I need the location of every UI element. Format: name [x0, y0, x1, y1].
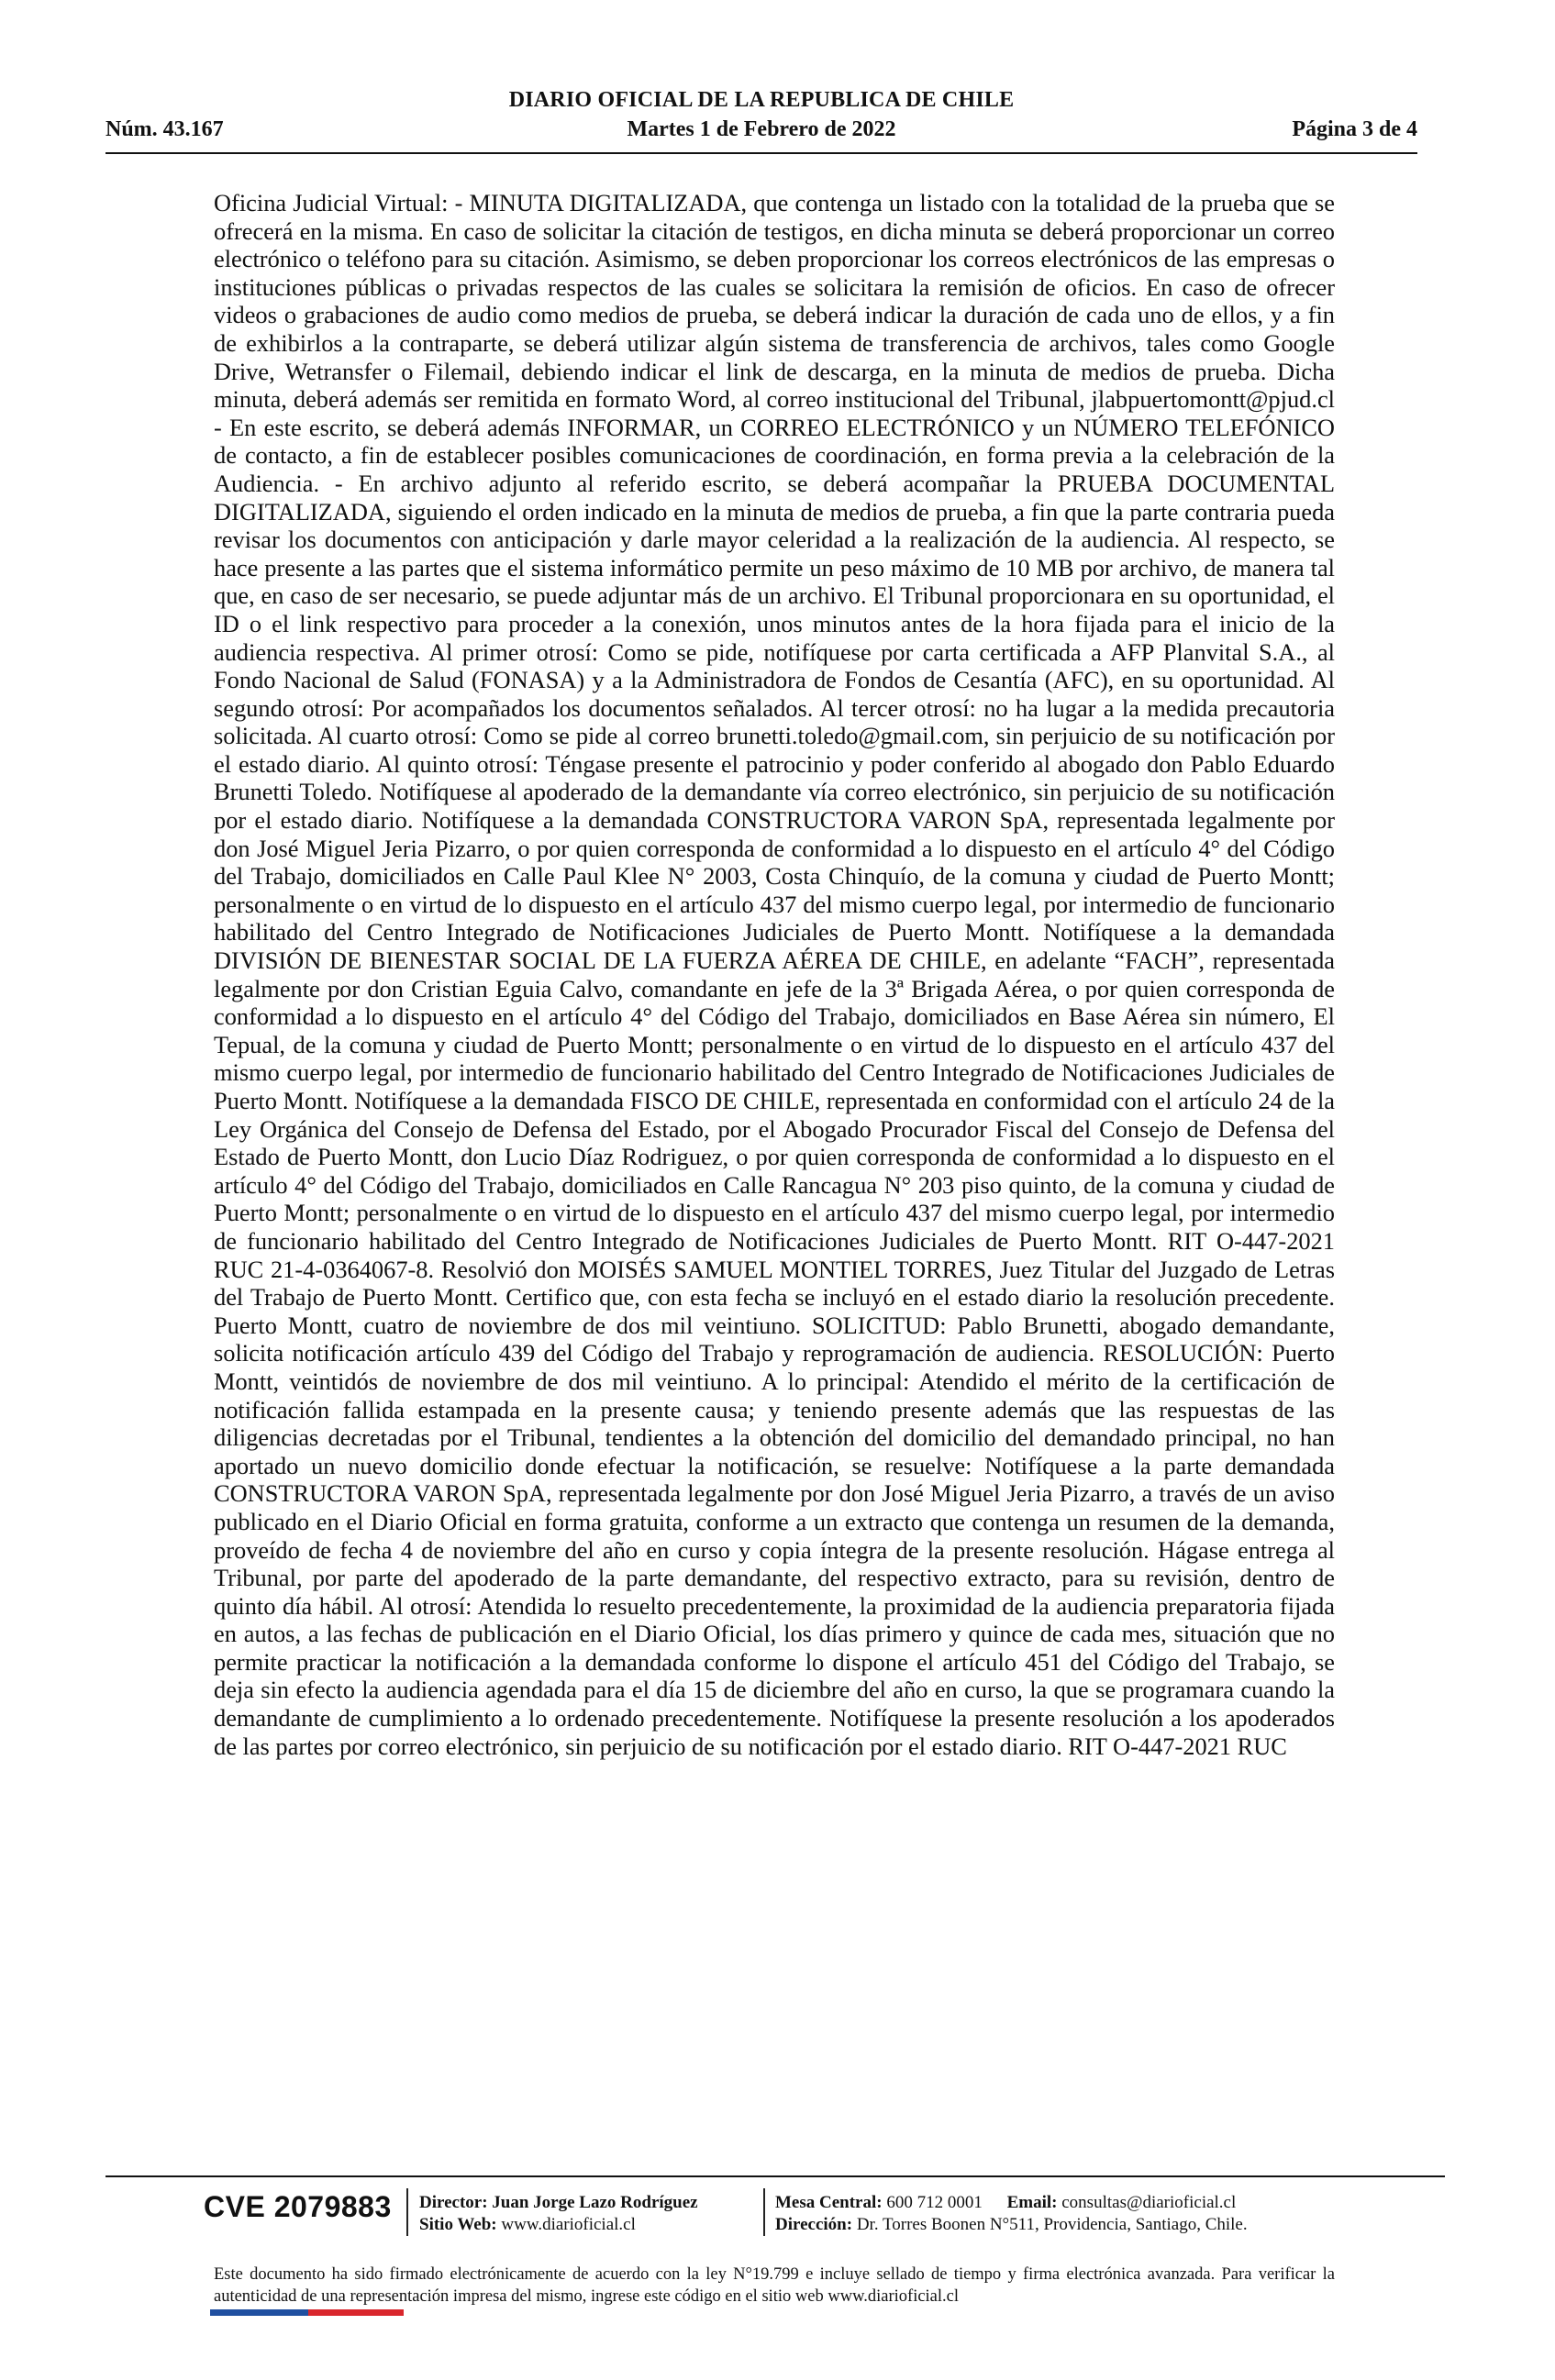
email-link[interactable]: consultas@diarioficial.cl: [1061, 2193, 1237, 2212]
footer-separator: [763, 2188, 765, 2236]
flag-stripe-blue: [210, 2309, 308, 2316]
legal-notice: Este documento ha sido firmado electrónicamente de acuerdo con la ley N°19.799 e incluye sellado de tiempo y firma electrónica avanzada. Para verificar la autenticidad de una representación impresa del mismo, ingrese este código en el sitio web www.diarioficial.cl: [214, 2265, 1335, 2306]
address-line: [775, 2214, 1248, 2236]
website-label: Sitio Web:: [419, 2215, 497, 2234]
footer-separator: [406, 2188, 408, 2236]
page-indicator: Página 3 de 4: [1292, 117, 1417, 141]
document-body: Oficina Judicial Virtual: - MINUTA DIGITALIZADA, que contenga un listado con la totalidad de la prueba que se ofrecerá en la misma. En caso de solicitar la citación de testigos, en dicha minuta se deberá proporcionar un correo electrónico o teléfono para su citación. Asimismo, se deben proporcionar los correos electrónicos de las empresas o instituciones públicas o privadas respectos de las cuales se solicitara la remisión de oficios. En caso de ofrecer videos o grabaciones de audio como medios de prueba, se deberá indicar la duración de cada uno de ellos, y a fin de exhibirlos a la contraparte, se deberá utilizar algún sistema de transferencia de archivos, tales como Google Drive, Wetransfer o Filemail, debiendo indicar el link de descarga, en la minuta de medios de prueba. Dicha minuta, deberá además ser remitida en formato Word, al correo institucional del Tribunal, jlabpuertomontt@pjud.cl - En este escrito, se deberá además INFORMAR, un CORREO ELECTRÓNICO y un NÚMERO TELEFÓNICO de contacto, a fin de establecer posibles comunicaciones de coordinación, en forma previa a la celebración de la Audiencia. - En archivo adjunto al referido escrito, se deberá acompañar la PRUEBA DOCUMENTAL DIGITALIZADA, siguiendo el orden indicado en la minuta de medios de prueba, a fin que la parte contraria pueda revisar los documentos con anticipación y darle mayor celeridad a la realización de la audiencia. Al respecto, se hace presente a las partes que el sistema informático permite un peso máximo de 10 MB por archivo, de manera tal que, en caso de ser necesario, se puede adjuntar más de un archivo. El Tribunal proporcionara en su oportunidad, el ID o el link respectivo para proceder a la conexión, unos minutos antes de la hora fijada para el inicio de la audiencia respectiva. Al primer otrosí: Como se pide, notifíquese por carta certificada a AFP Planvital S.A., al Fondo Nacional de Salud (FONASA) y a la Administradora de Fondos de Cesantía (AFC), en su oportunidad. Al segundo otrosí: Por acompañados los documentos señalados. Al tercer otrosí: no ha lugar a la medida precautoria solicitada. Al cuarto otrosí: Como se pide al correo brunetti.toledo@gmail.com, sin perjuicio de su notificación por el estado diario. Al quinto otrosí: Téngase presente el patrocinio y poder conferido al abogado don Pablo Eduardo Brunetti Toledo. Notifíquese al apoderado de la demandante vía correo electrónico, sin perjuicio de su notificación por el estado diario. Notifíquese a la demandada CONSTRUCTORA VARON SpA, representada legalmente por don José Miguel Jeria Pizarro, o por quien corresponda de conformidad a lo dispuesto en el artículo 4° del Código del Trabajo, domiciliados en Calle Paul Klee N° 2003, Costa Chinquío, de la comuna y ciudad de Puerto Montt; personalmente o en virtud de lo dispuesto en el artículo 437 del mismo cuerpo legal, por intermedio de funcionario habilitado del Centro Integrado de Notificaciones Judiciales de Puerto Montt. Notifíquese a la demandada DIVISIÓN DE BIENESTAR SOCIAL DE LA FUERZA AÉREA DE CHILE, en adelante “FACH”, representada legalmente por don Cristian Eguia Calvo, comandante en jefe de la 3ª Brigada Aérea, o por quien corresponda de conformidad a lo dispuesto en el artículo 4° del Código del Trabajo, domiciliados en Base Aérea sin número, El Tepual, de la comuna y ciudad de Puerto Montt; personalmente o en virtud de lo dispuesto en el artículo 437 del mismo cuerpo legal, por intermedio de funcionario habilitado del Centro Integrado de Notificaciones Judiciales de Puerto Montt. Notifíquese a la demandada FISCO DE CHILE, representada en conformidad con el artículo 24 de la Ley Orgánica del Consejo de Defensa del Estado, por el Abogado Procurador Fiscal del Consejo de Defensa del Estado de Puerto Montt, don Lucio Díaz Rodriguez, o por quien corresponda de conformidad a lo dispuesto en el artículo 4° del Código del Trabajo, domiciliados en Calle Rancagua N° 203 piso quinto, de la comuna y ciudad de Puerto Montt; personalmente o en virtud de lo dispuesto en el artículo 437 del mismo cuerpo legal, por intermedio de funcionario habilitado del Centro Integrado de Notificaciones Judiciales de Puerto Montt. RIT O-447-2021 RUC 21-4-0364067-8. Resolvió don MOISÉS SAMUEL MONTIEL TORRES, Juez Titular del Juzgado de Letras del Trabajo de Puerto Montt. Certifico que, con esta fecha se incluyó en el estado diario la resolución precedente. Puerto Montt, cuatro de noviembre de dos mil veintiuno. SOLICITUD: Pablo Brunetti, abogado demandante, solicita notificación artículo 439 del Código del Trabajo y reprogramación de audiencia. RESOLUCIÓN: Puerto Montt, veintidós de noviembre de dos mil veintiuno. A lo principal: Atendido el mérito de la certificación de notificación fallida estampada en la presente causa; y teniendo presente además que las respuestas de las diligencias decretadas por el Tribunal, tendientes a la obtención del domicilio del demandado principal, no han aportado un nuevo domicilio donde efectuar la notificación, se resuelve: Notifíquese a la parte demandada CONSTRUCTORA VARON SpA, representada legalmente por don José Miguel Jeria Pizarro, a través de un aviso publicado en el Diario Oficial en forma gratuita, conforme a un extracto que contenga un resumen de la demanda, proveído de fecha 4 de noviembre del año en curso y copia íntegra de la presente resolución. Hágase entrega al Tribunal, por parte del apoderado de la parte demandante, del respectivo extracto, para su revisión, dentro de quinto día hábil. Al otrosí: Atendida lo resuelto precedentemente, la proximidad de la audiencia preparatoria fijada en autos, a las fechas de publicación en el Diario Oficial, los días primero y quince de cada mes, situación que no permite practicar la notificación a la demandada conforme lo dispone el artículo 451 del Código del Trabajo, se deja sin efecto la audiencia agendada para el día 15 de diciembre del año en curso, la que se programara cuando la demandante de cumplimiento a lo ordenado precedentemente. Notifíquese la presente resolución a los apoderados de las partes por correo electrónico, sin perjuicio de su notificación por el estado diario. RIT O-447-2021 RUC: [214, 189, 1335, 1760]
email-label: Email:: [1006, 2193, 1058, 2212]
header-divider: [106, 152, 1417, 154]
page-header: [106, 88, 1417, 154]
website-line: [419, 2214, 636, 2236]
newspaper-title: DIARIO OFICIAL DE LA REPUBLICA DE CHILE: [508, 88, 1015, 112]
issue-date: Martes 1 de Febrero de 2022: [627, 117, 896, 141]
cve-code: CVE 2079883: [204, 2190, 392, 2223]
director-label: Director:: [419, 2193, 488, 2212]
mesa-label: Mesa Central:: [775, 2193, 883, 2212]
website-link[interactable]: www.diarioficial.cl: [501, 2215, 636, 2234]
footer-divider: [106, 2175, 1445, 2177]
contact-line: [775, 2192, 1236, 2214]
mesa-phone: 600 712 0001: [886, 2193, 983, 2212]
address-value: Dr. Torres Boonen N°511, Providencia, Santiago, Chile.: [856, 2215, 1248, 2234]
issue-number: Núm. 43.167: [106, 117, 224, 141]
flag-stripe-red: [308, 2309, 404, 2316]
director-name: Juan Jorge Lazo Rodríguez: [492, 2193, 698, 2212]
director-line: [419, 2192, 698, 2214]
address-label: Dirección:: [775, 2215, 853, 2234]
